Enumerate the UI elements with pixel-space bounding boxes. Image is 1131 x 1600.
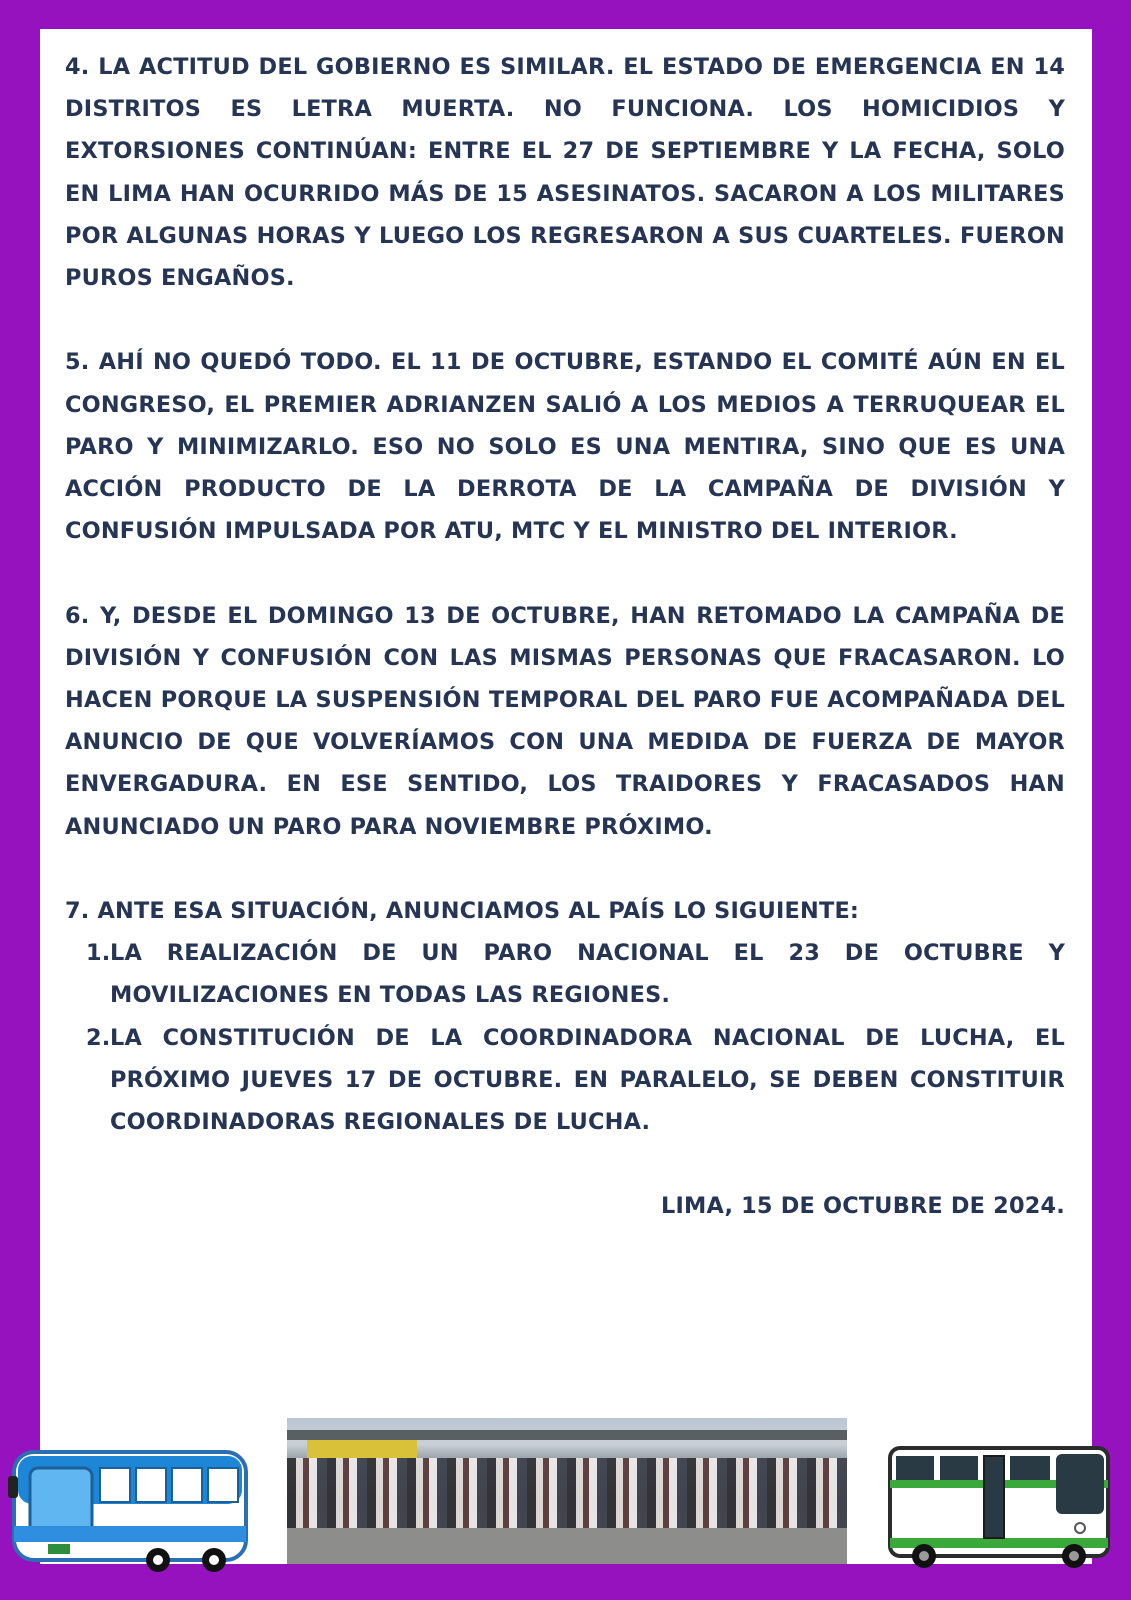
section-7-heading: 7. ANTE ESA SITUACIÓN, ANUNCIAMOS AL PAÍS LO SIGUIENTE: (65, 898, 860, 925)
list-item (65, 1017, 1065, 1144)
protest-march-photo (287, 1418, 847, 1564)
announcement-list (65, 932, 1065, 1143)
list-item-number: 2. (86, 1024, 111, 1051)
paragraph-4: 4. LA ACTITUD DEL GOBIERNO ES SIMILAR. EL ESTADO DE EMERGENCIA EN 14 DISTRITOS ES LETRA MUERTA. NO FUNCIONA. LOS HOMICIDIOS Y EXTORSIONES CONTINÚAN: ENTRE EL 27 DE SEPTIEMBRE Y LA FECHA, SOLO EN LIMA HAN OCURRIDO MÁS DE 15 ASESINATOS. SACARON A LOS MILITARES POR ALGUNAS HORAS Y LUEGO LOS REGRESARON A SUS CUARTELES. FUERON PUROS ENGAÑOS. (65, 54, 1065, 292)
list-item-text: LA CONSTITUCIÓN DE LA COORDINADORA NACIONAL DE LUCHA, EL PRÓXIMO JUEVES 17 DE OCTUBRE. EN PARALELO, SE DEBEN CONSTITUIR COORDINADORAS REGIONALES DE LUCHA. (110, 1024, 1065, 1136)
blue-bus-icon (8, 1446, 250, 1574)
list-item-text: LA REALIZACIÓN DE UN PARO NACIONAL EL 23 DE OCTUBRE Y MOVILIZACIONES EN TODAS LAS REGIONES. (110, 940, 1065, 1009)
list-item-number: 1. (86, 940, 111, 967)
document-body (65, 46, 1065, 1228)
green-bus-icon (884, 1440, 1114, 1572)
section-7 (65, 890, 1065, 1143)
paragraph-6: 6. Y, DESDE EL DOMINGO 13 DE OCTUBRE, HAN RETOMADO LA CAMPAÑA DE DIVISIÓN Y CONFUSIÓN CON LAS MISMAS PERSONAS QUE FRACASARON. LO HACEN PORQUE LA SUSPENSIÓN TEMPORAL DEL PARO FUE ACOMPAÑADA DEL ANUNCIO DE QUE VOLVERÍAMOS CON UNA MEDIDA DE FUERZA DE MAYOR ENVERGADURA. EN ESE SENTIDO, LOS TRAIDORES Y FRACASADOS HAN ANUNCIADO UN PARO PARA NOVIEMBRE PRÓXIMO. (65, 602, 1065, 840)
paragraph-5: 5. AHÍ NO QUEDÓ TODO. EL 11 DE OCTUBRE, ESTANDO EL COMITÉ AÚN EN EL CONGRESO, EL PREMIER ADRIANZEN SALIÓ A LOS MEDIOS A TERRUQUEAR EL PARO Y MINIMIZARLO. ESO NO SOLO ES UNA MENTIRA, SINO QUE ES UNA ACCIÓN PRODUCTO DE LA DERROTA DE LA CAMPAÑA DE DIVISIÓN Y CONFUSIÓN IMPULSADA POR ATU, MTC Y EL MINISTRO DEL INTERIOR. (65, 349, 1065, 545)
document-page (40, 29, 1092, 1564)
list-item (65, 932, 1065, 1016)
date-line: LIMA, 15 DE OCTUBRE DE 2024. (661, 1193, 1065, 1220)
